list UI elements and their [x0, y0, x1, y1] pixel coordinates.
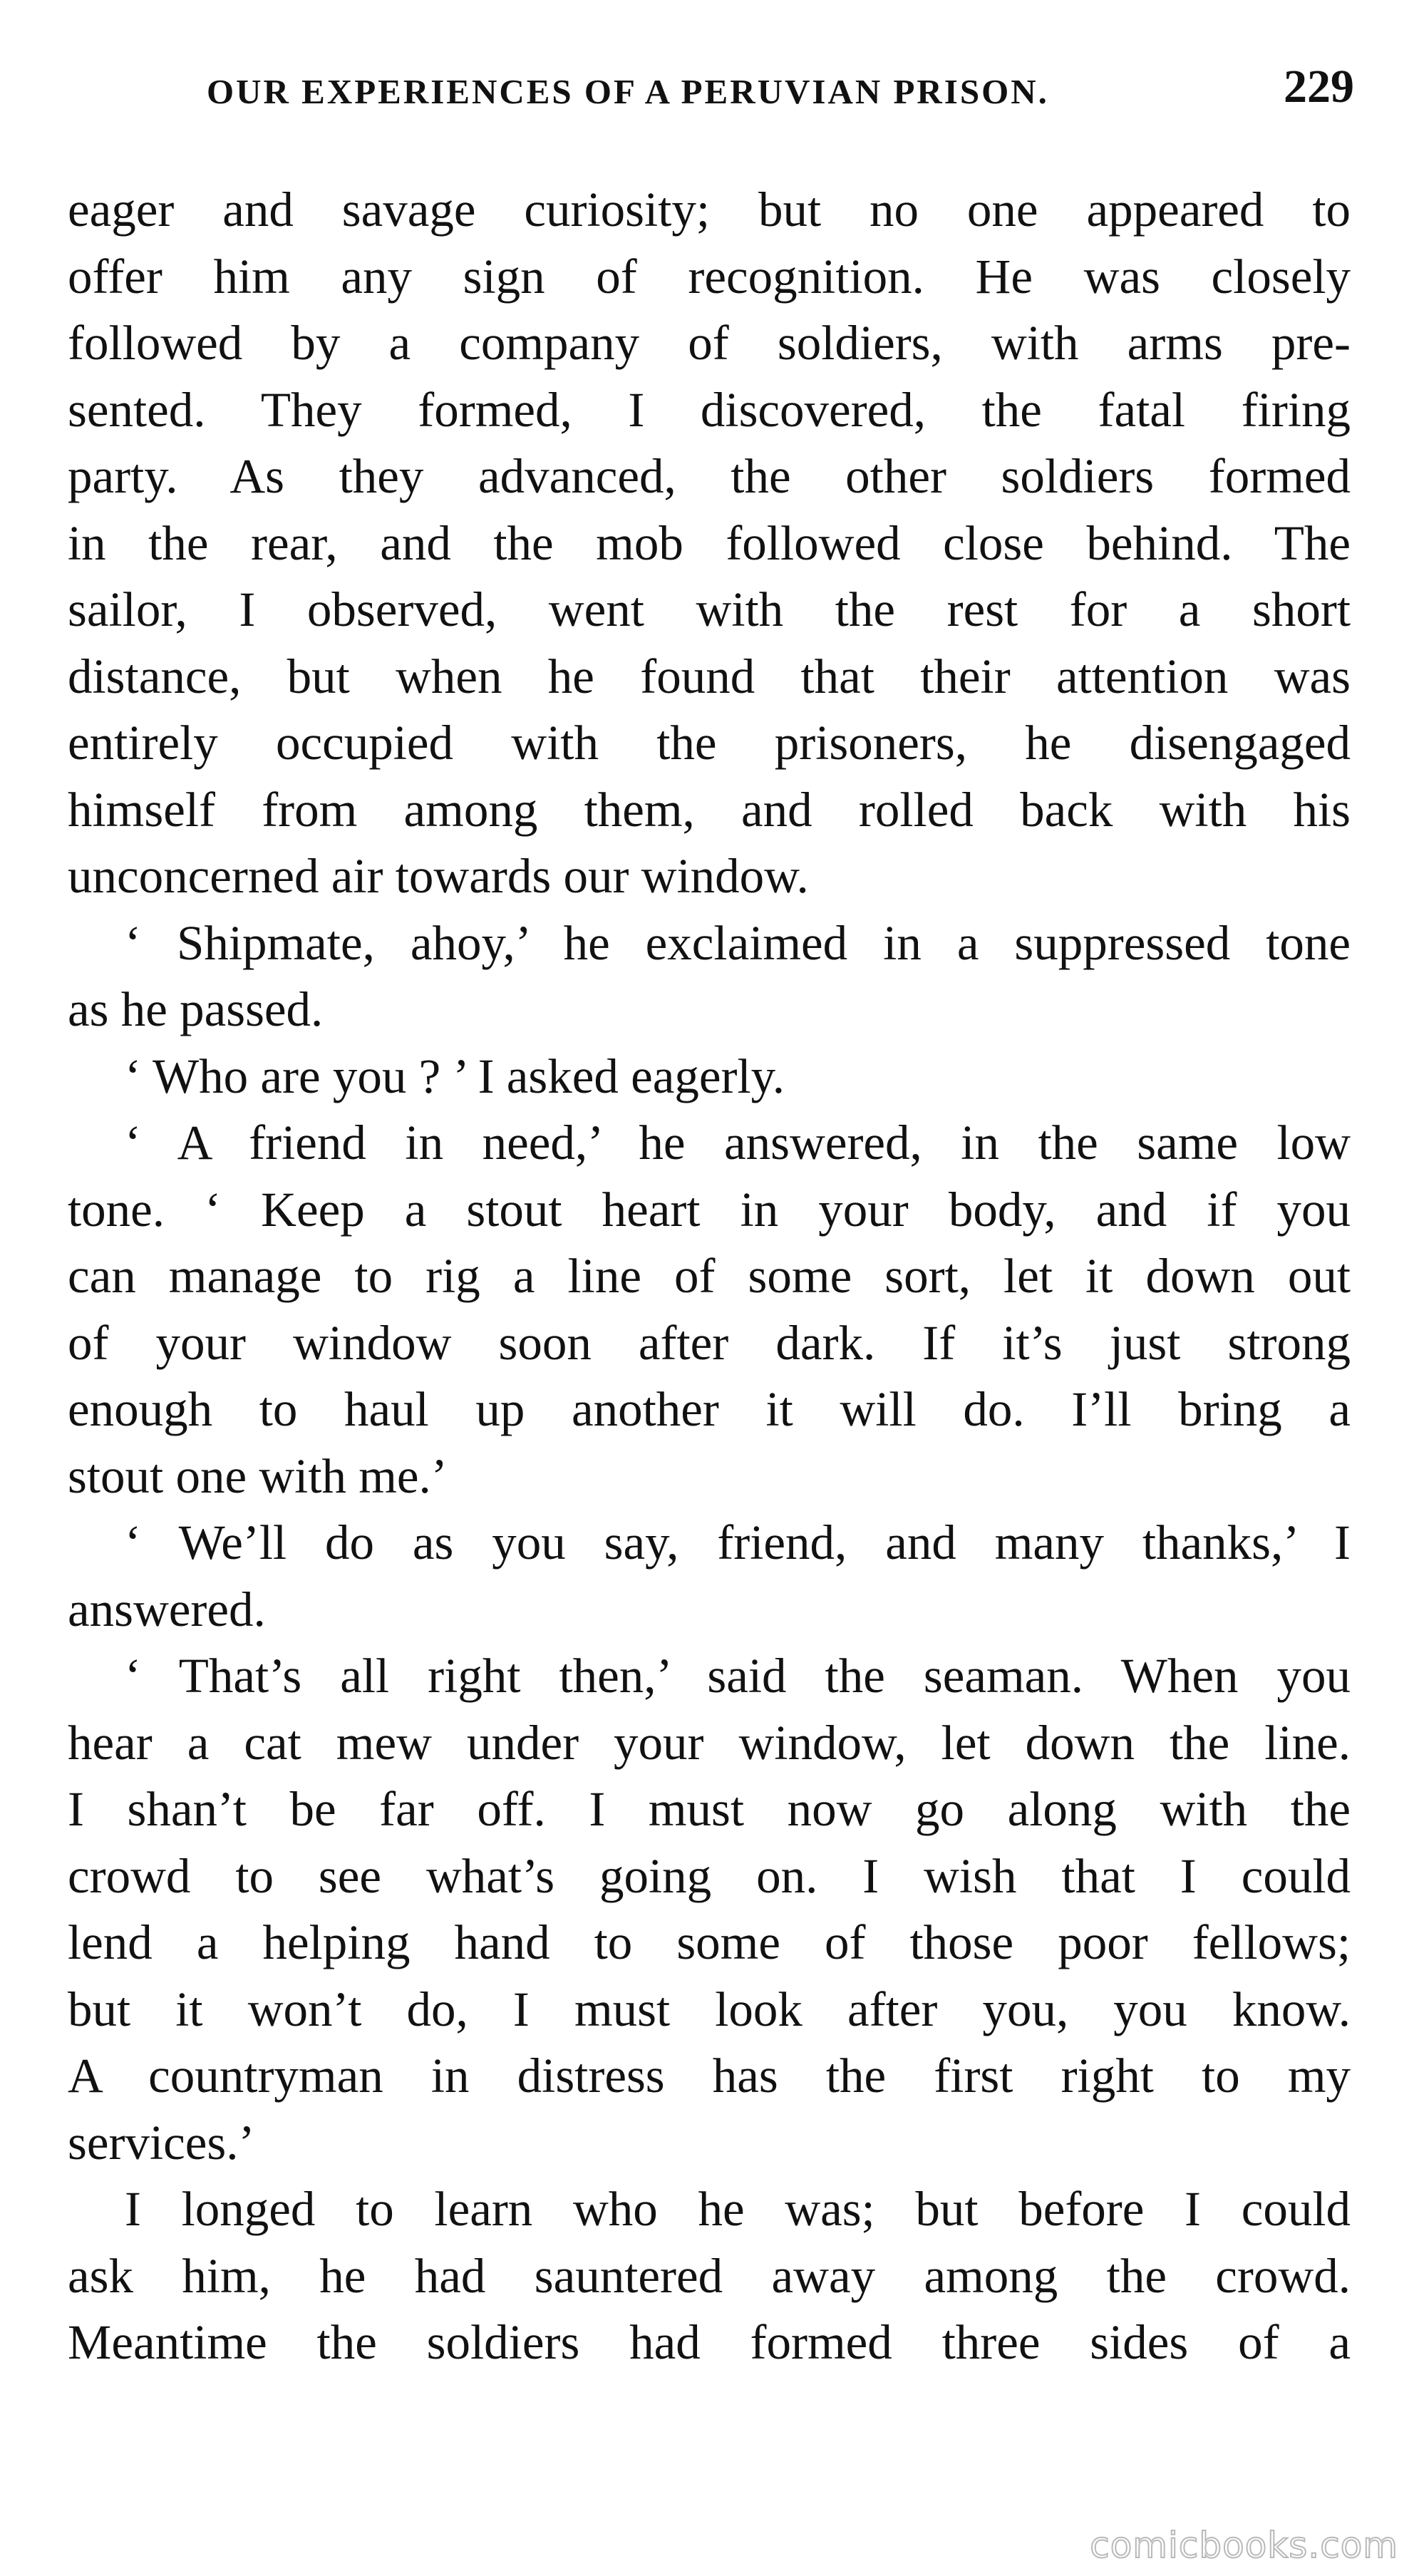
- text-line: can manage to rig a line of some sort, let it down out: [68, 1249, 1351, 1303]
- text-line: Meantime the soldiers had formed three sides of a: [68, 2315, 1351, 2369]
- text-line: offer him any sign of recognition. He was closely: [68, 249, 1351, 304]
- text-line: himself from among them, and rolled back with his: [68, 782, 1351, 837]
- page-header: [207, 56, 1354, 127]
- text-line: eager and savage curiosity; but no one appeared to: [68, 182, 1351, 237]
- text-line: ‘ A friend in need,’ he answered, in the same low: [125, 1116, 1351, 1170]
- text-line: unconcerned air towards our window.: [68, 849, 809, 903]
- text-line: enough to haul up another it will do. I’ll bring a: [68, 1382, 1351, 1436]
- text-line: lend a helping hand to some of those poor fellows;: [68, 1915, 1351, 1969]
- text-line: ‘ Who are you ? ’ I asked eagerly.: [125, 1049, 785, 1103]
- text-line: answered.: [68, 1582, 266, 1637]
- text-line: stout one with me.’: [68, 1448, 448, 1503]
- text-line: followed by a company of soldiers, with arms pre-: [68, 316, 1351, 370]
- text-line: in the rear, and the mob followed close behind. The: [68, 515, 1351, 570]
- text-line: of your window soon after dark. If it’s just strong: [68, 1315, 1351, 1370]
- text-line: tone. ‘ Keep a stout heart in your body, and if you: [68, 1182, 1351, 1237]
- text-line: entirely occupied with the prisoners, he disengaged: [68, 716, 1351, 770]
- text-line: I shan’t be far off. I must now go along with the: [68, 1782, 1351, 1836]
- text-line: ‘ Shipmate, ahoy,’ he exclaimed in a suppressed tone: [125, 915, 1351, 970]
- text-line: sented. They formed, I discovered, the fatal firing: [68, 382, 1351, 437]
- text-line: party. As they advanced, the other soldiers formed: [68, 449, 1351, 503]
- text-line: A countryman in distress has the first right to my: [68, 2049, 1351, 2103]
- text-line: sailor, I observed, went with the rest for a short: [68, 582, 1351, 637]
- text-line: I longed to learn who he was; but before I could: [125, 2182, 1351, 2236]
- text-line: but it won’t do, I must look after you, you know.: [68, 1982, 1351, 2036]
- text-line: ‘ We’ll do as you say, friend, and many thanks,’ I: [125, 1515, 1351, 1570]
- text-line: hear a cat mew under your window, let down the line.: [68, 1715, 1351, 1770]
- text-line: ‘ That’s all right then,’ said the seaman. When you: [125, 1649, 1351, 1703]
- text-line: services.’: [68, 2115, 255, 2170]
- text-line: crowd to see what’s going on. I wish that I could: [68, 1848, 1351, 1903]
- watermark: comicbooks.com: [1090, 2525, 1398, 2566]
- running-head: OUR EXPERIENCES OF A PERUVIAN PRISON.: [207, 72, 1049, 111]
- text-line: distance, but when he found that their attention was: [68, 649, 1351, 704]
- page-number: 229: [1284, 61, 1354, 113]
- text-line: as he passed.: [68, 982, 324, 1036]
- page-body: [68, 177, 1351, 2376]
- text-line: ask him, he had sauntered away among the crowd.: [68, 2248, 1351, 2303]
